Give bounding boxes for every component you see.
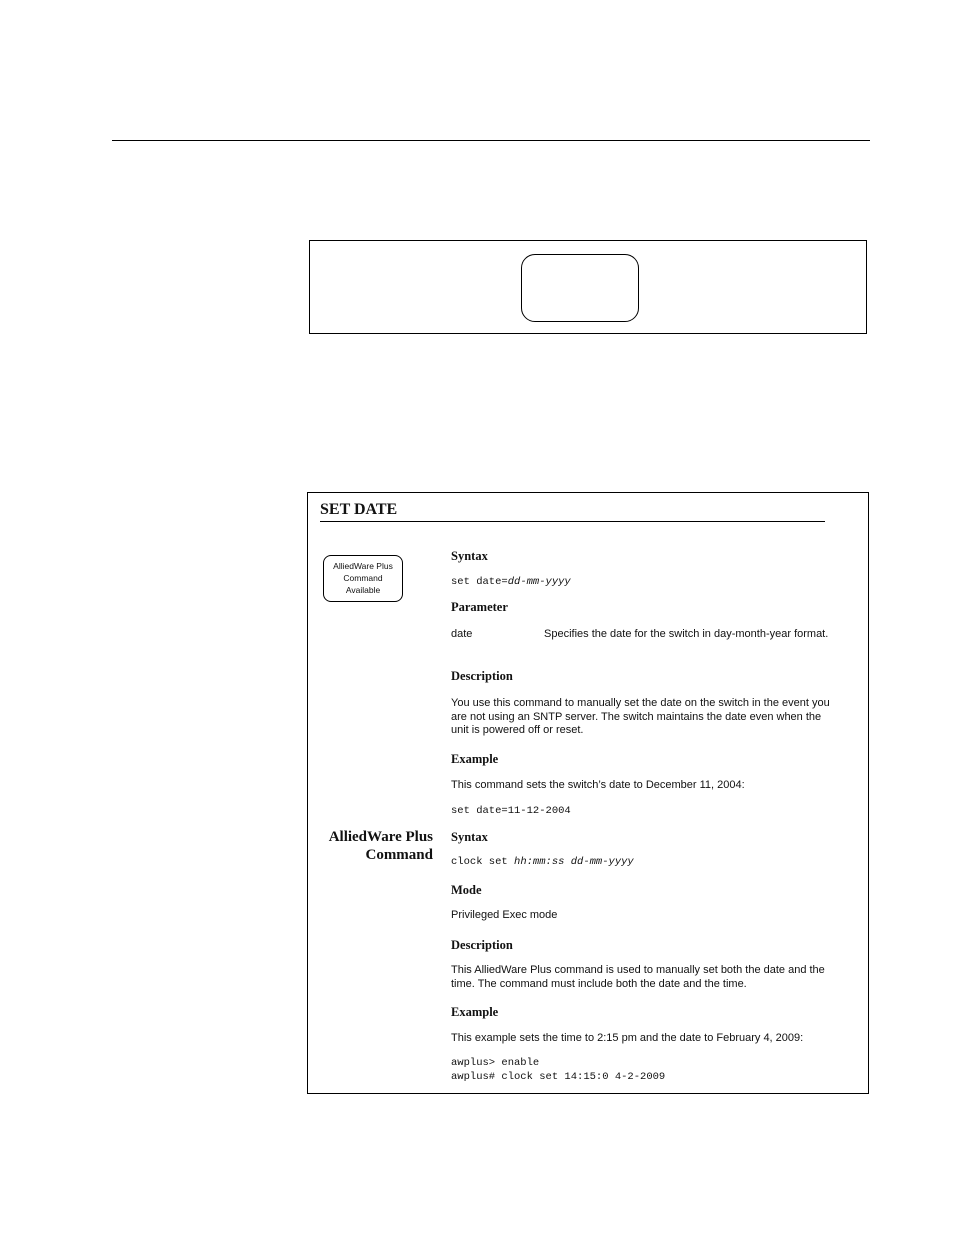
param-name: date	[451, 628, 473, 640]
example-command: set date=11-12-2004	[451, 805, 571, 817]
figure-box	[309, 240, 867, 334]
aw-syntax-cmd-text: clock set	[451, 856, 515, 868]
example-text: This command sets the switch’s date to December 11, 2004:	[451, 779, 745, 791]
rounded-rectangle-shape	[521, 254, 639, 322]
aw-syntax-command	[451, 855, 634, 869]
badge-line-3: Available	[345, 585, 381, 595]
header-rule	[112, 140, 870, 141]
aw-example-line-1: awplus> enable	[451, 1057, 540, 1069]
aw-syntax-heading: Syntax	[451, 830, 488, 844]
aw-description-heading: Description	[451, 938, 513, 952]
mode-heading: Mode	[451, 883, 482, 897]
example-heading: Example	[451, 752, 499, 766]
parameter-heading: Parameter	[451, 600, 508, 614]
badge-line-2: Command	[343, 573, 383, 583]
sidehead-line-2: Command	[365, 847, 433, 863]
mode-text: Privileged Exec mode	[451, 909, 558, 921]
awplus-side-heading	[323, 828, 433, 864]
aw-example-line-2: awplus# clock set 14:15:0 4-2-2009	[451, 1071, 666, 1083]
syntax-arg-text: dd-mm-yyyy	[507, 576, 571, 588]
awplus-badge	[323, 555, 403, 602]
description-heading: Description	[451, 669, 513, 683]
aw-description-text: This AlliedWare Plus command is used to manually set both the date and the time. The command must include both the date and the time.	[451, 964, 825, 990]
command-panel	[307, 492, 869, 1094]
syntax-cmd-text: set date=	[451, 576, 508, 588]
syntax-command	[451, 575, 571, 589]
description-text: You use this command to manually set the date on the switch in the event you are not using an SNTP server. The switch maintains the date even when the unit is powered off or reset.	[451, 697, 830, 736]
badge-line-1: AlliedWare Plus	[333, 561, 393, 571]
aw-example-text: This example sets the time to 2:15 pm and the date to February 4, 2009:	[451, 1032, 804, 1044]
aw-syntax-arg-text: hh:mm:ss dd-mm-yyyy	[514, 856, 634, 868]
panel-title: SET DATE	[320, 501, 825, 522]
aw-example-heading: Example	[451, 1005, 499, 1019]
param-description: Specifies the date for the switch in day-month-year format.	[544, 628, 829, 640]
sidehead-line-1: AlliedWare Plus	[328, 829, 433, 845]
syntax-heading: Syntax	[451, 549, 488, 563]
